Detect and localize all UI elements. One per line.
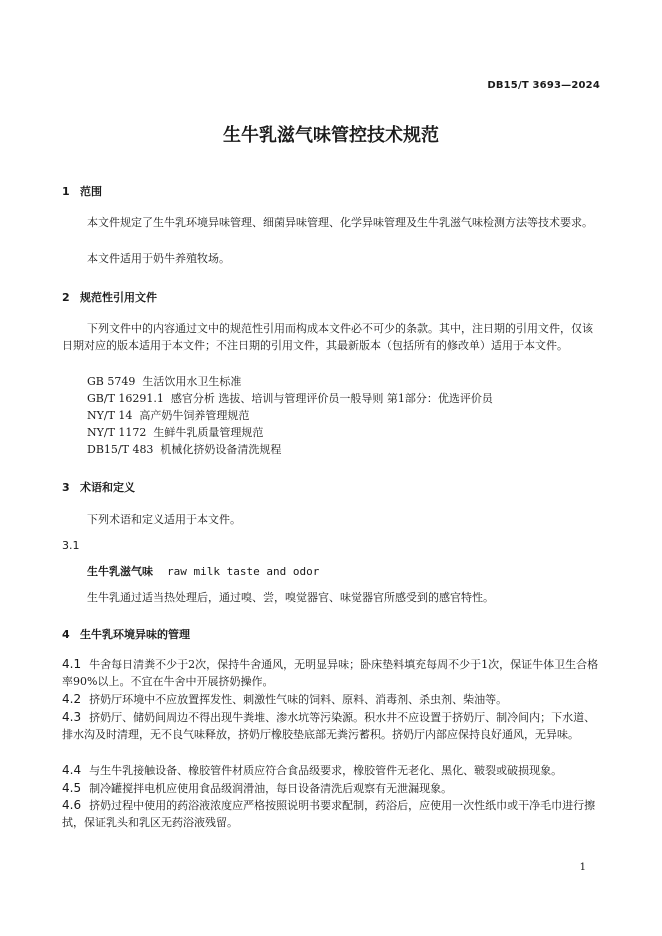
paragraph: 本文件规定了生牛乳环境异味管理、细菌异味管理、化学异味管理及生牛乳滋气味检测方法等技术要求。: [87, 216, 593, 229]
clause-number: 4.4: [62, 763, 82, 777]
clause-text: 与生牛乳接触设备、橡胶管件材质应符合食品级要求，橡胶管件无老化、黑化、皲裂或破损现象。: [89, 764, 563, 777]
section-number: 1: [62, 185, 70, 198]
clause-text: 制冷罐搅拌电机应使用食品级润滑油，每日设备清洗后观察有无泄漏现象。: [89, 782, 453, 795]
reference-item: NY/T 14 高产奶牛饲养管理规范: [87, 409, 250, 422]
section-number: 2: [62, 291, 70, 304]
section-heading-normative-references: [62, 289, 157, 305]
section-title: 规范性引用文件: [80, 291, 157, 304]
clause-4-5: [62, 780, 602, 797]
clause-number: 4.5: [62, 781, 82, 795]
clause-number: 4.6: [62, 798, 82, 812]
term-definition: 生牛乳通过适当热处理后，通过嗅、尝，嗅觉器官、味觉器官所感受到的感官特性。: [87, 591, 494, 604]
clause-text: 牛舍每日清粪不少于2次，保持牛舍通风，无明显异味；卧床垫料填充每周不少于1次，保证牛体卫生合格率90%以上。不宜在牛舍中开展挤奶操作。: [62, 658, 599, 688]
paragraph: 下列术语和定义适用于本文件。: [87, 513, 241, 526]
document-title: 生牛乳滋气味管控技术规范: [223, 125, 439, 146]
clause-4-3: [62, 709, 602, 743]
section-heading-scope: [62, 183, 102, 199]
section-title: 术语和定义: [80, 481, 135, 494]
reference-item: GB/T 16291.1 感官分析 选拔、培训与管理评价员一般导则 第1部分：优选评价员: [87, 392, 493, 405]
clause-number: 4.2: [62, 692, 82, 706]
term-entry: [87, 563, 319, 579]
clause-number: 4.3: [62, 710, 82, 724]
section-title: 生牛乳环境异味的管理: [80, 628, 190, 641]
clause-4-2: [62, 691, 602, 708]
section-heading-terms: [62, 479, 135, 495]
clause-text: 挤奶过程中使用的药浴液浓度应严格按照说明书要求配制，药浴后，应使用一次性纸巾或干净毛巾进行擦拭，保证乳头和乳区无药浴液残留。: [62, 799, 596, 829]
reference-item: NY/T 1172 生鲜牛乳质量管理规范: [87, 426, 264, 439]
clause-number: 4.1: [62, 657, 82, 671]
clause-text: 挤奶厅环境中不应放置挥发性、刺激性气味的饲料、原料、消毒剂、杀虫剂、柴油等。: [89, 693, 508, 706]
section-number: 4: [62, 628, 70, 641]
reference-item: GB 5749 生活饮用水卫生标准: [87, 375, 242, 388]
document-code: DB15/T 3693—2024: [487, 80, 600, 91]
reference-item: DB15/T 483 机械化挤奶设备清洗规程: [87, 443, 282, 456]
subclause-number: 3.1: [62, 539, 80, 552]
term-chinese: 生牛乳滋气味: [87, 565, 153, 578]
page-number: 1: [579, 862, 586, 873]
clause-4-4: [62, 762, 602, 779]
clause-4-1: [62, 656, 602, 690]
clause-text: 挤奶厅、储奶间周边不得出现牛粪堆、渗水坑等污染源。积水井不应设置于挤奶厅、制冷间内；下水道、排水沟及时清理，无不良气味释放，挤奶厅橡胶垫底部无粪污蓄积。挤奶厅内部应保持良好通风，无异味。: [62, 711, 596, 741]
section-number: 3: [62, 481, 70, 494]
term-english: raw milk taste and odor: [167, 565, 320, 578]
section-heading-environmental-odor: [62, 626, 190, 642]
paragraph: 本文件适用于奶牛养殖牧场。: [87, 252, 230, 265]
section-title: 范围: [80, 185, 102, 198]
clause-4-6: [62, 797, 602, 831]
paragraph: 下列文件中的内容通过文中的规范性引用而构成本文件必不可少的条款。其中，注日期的引用文件，仅该日期对应的版本适用于本文件；不注日期的引用文件，其最新版本（包括所有的修改单）适用于本文件。: [62, 322, 593, 352]
